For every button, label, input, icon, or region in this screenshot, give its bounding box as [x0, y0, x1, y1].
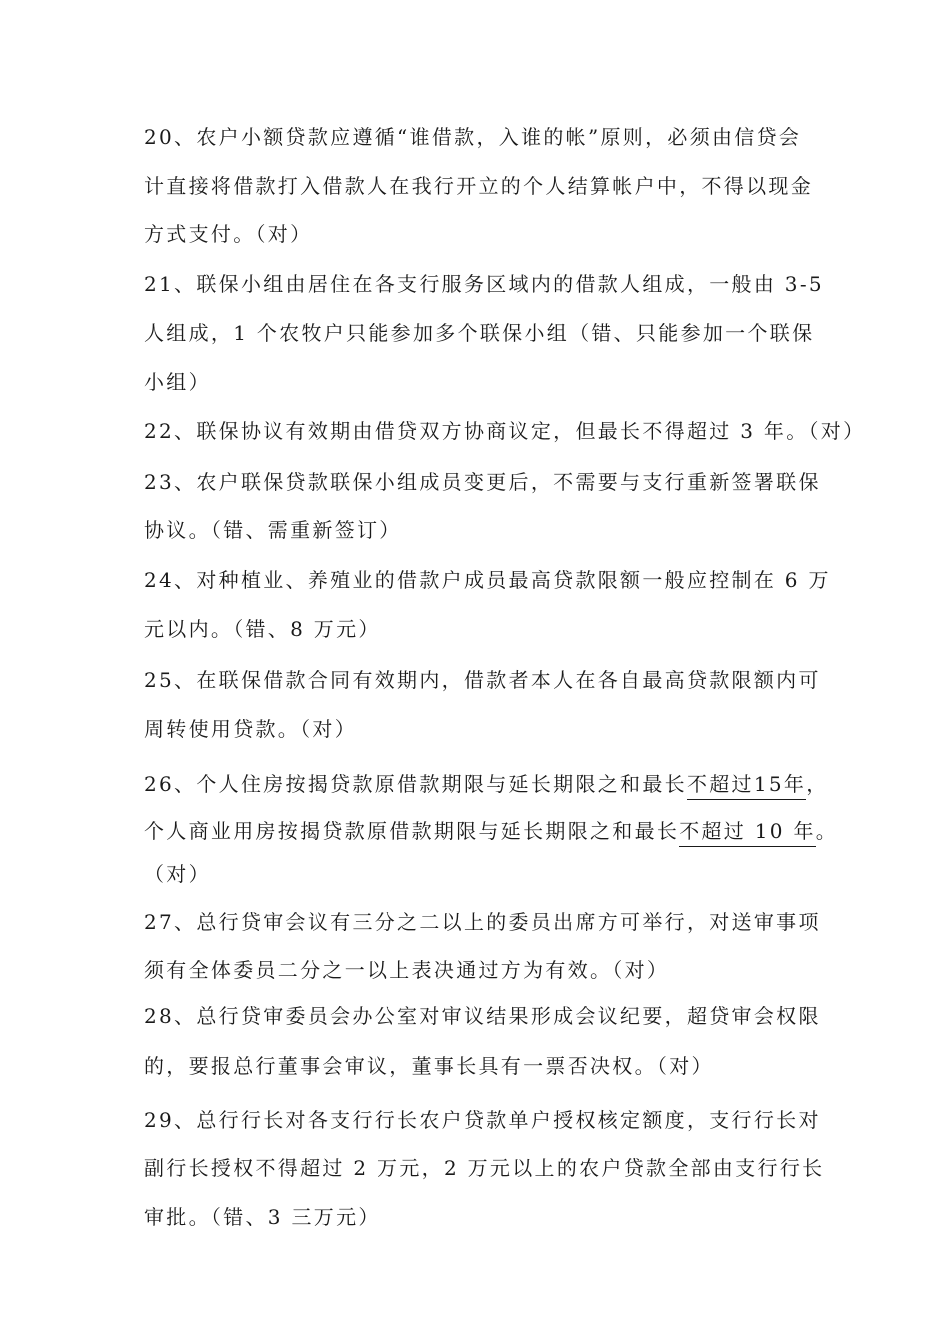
item-21-line-1: 21、联保小组由居住在各支行服务区域内的借款人组成，一般由 3-5 [144, 272, 824, 296]
item-20-line-3: 方式支付。（对） [144, 222, 313, 246]
item-26-line-3: （对） [144, 862, 211, 886]
item-26-line-1-end: ， [806, 772, 829, 796]
item-26-line-2 [144, 807, 838, 855]
item-29-line-3: 审批。（错、3 三万元） [144, 1205, 381, 1229]
item-26-line-2-end: 。 [815, 819, 839, 843]
item-29-line-2: 副行长授权不得超过 2 万元，2 万元以上的农户贷款全部由支行行长 [144, 1156, 825, 1180]
item-21-line-2: 人组成，1 个农牧户只能参加多个联保小组（错、只能参加一个联保 [144, 321, 815, 345]
underlined-term-15-years: 不超过15年 [687, 769, 806, 800]
item-29-line-1: 29、总行行长对各支行行长农户贷款单户授权核定额度，支行行长对 [144, 1108, 821, 1132]
item-20-line-2: 计直接将借款打入借款人在我行开立的个人结算帐户中，不得以现金 [144, 174, 813, 198]
item-23-line-1: 23、农户联保贷款联保小组成员变更后，不需要与支行重新签署联保 [144, 470, 821, 494]
item-27-line-1: 27、总行贷审会议有三分之二以上的委员出席方可举行，对送审事项 [144, 910, 821, 934]
item-26-line-1-text: 26、个人住房按揭贷款原借款期限与延长期限之和最长 [144, 772, 687, 796]
item-28-line-2: 的，要报总行董事会审议，董事长具有一票否决权。（对） [144, 1054, 714, 1078]
item-24-line-2: 元以内。（错、8 万元） [144, 617, 381, 641]
item-23-line-2: 协议。（错、需重新签订） [144, 518, 402, 542]
item-28-line-1: 28、总行贷审委员会办公室对审议结果形成会议纪要，超贷审会权限 [144, 1004, 821, 1028]
item-27-line-2: 须有全体委员二分之一以上表决通过方为有效。（对） [144, 958, 670, 982]
item-26-line-2-text: 个人商业用房按揭贷款原借款期限与延长期限之和最长 [144, 819, 680, 843]
item-21-line-3: 小组） [144, 370, 211, 394]
item-25-line-1: 25、在联保借款合同有效期内，借款者本人在各自最高贷款限额内可 [144, 668, 821, 692]
item-25-line-2: 周转使用贷款。（对） [144, 717, 357, 741]
item-20-line-1: 20、农户小额贷款应遵循“谁借款，入谁的帐”原则，必须由信贷会 [144, 125, 802, 149]
item-24-line-1: 24、对种植业、养殖业的借款户成员最高贷款限额一般应控制在 6 万 [144, 568, 831, 592]
item-26-line-1 [144, 760, 829, 808]
item-22-line-1: 22、联保协议有效期由借贷双方协商议定，但最长不得超过 3 年。（对） [144, 419, 866, 443]
underlined-term-10-years: 不超过 10 年 [679, 816, 816, 847]
